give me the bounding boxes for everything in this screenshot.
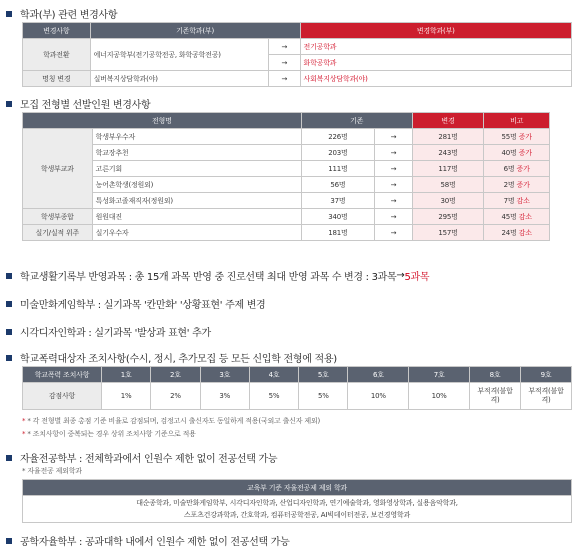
bullet-square-icon xyxy=(6,329,12,335)
table-row: 농어촌학생(정원외) 56명 → 58명 2명 증가 xyxy=(23,177,550,193)
school-violence-table: 학교폭력 조치사항 1호 2호 3호 4호 5호 6호 7호 8호 9호 감점사항 1% 2% 3% 5% 5% 10% 10% 부적격(불합격) 부적격(불합격) xyxy=(22,366,572,410)
table-row: 학생부교과 학생부우수자 226명 → 281명 55명 증가 xyxy=(23,129,550,145)
excluded-depts-table: 교육부 기준 자율전공제 제외 학과 대순종학과, 미술만화게임학부, 시각디자인학과, 산업디자인학과, 연기예술학과, 영화영상학과, 실용음악학과, 스포츠건강과학과, 간호학과, 컴퓨터공학전공, AI빅데이터전공, 보건경영학과 xyxy=(22,479,572,523)
table-row: 학생부종합 원원대진 340명 → 295명 45명 감소 xyxy=(23,209,550,225)
free-major-note: * 자율전공 제외학과 xyxy=(22,467,82,475)
bullet-square-icon xyxy=(6,273,12,279)
bullet-square-icon xyxy=(6,355,12,361)
section-title-visual-design: 시각디자인학과 : 실기과목 '발상과 표현' 추가 xyxy=(6,324,211,339)
table-row: 학교장추천 203명 → 243명 40명 증가 xyxy=(23,145,550,161)
school-violence-note-2: * * 조치사항이 중복되는 경우 상위 조치사항 기준으로 적용 xyxy=(22,430,196,438)
table-row: 명칭 변경 실버복지상담학과(야) → 사회복지상담학과(야) xyxy=(23,71,572,87)
section-title-dept-changes: 학과(부) 관련 변경사항 xyxy=(6,6,117,21)
section-title-quota-changes: 모집 전형별 선발인원 변경사항 xyxy=(6,96,150,111)
table-row: 학과전환 에너지공학부(전기공학전공, 화학공학전공) → 전기공학과 xyxy=(23,39,572,55)
section-title-school-violence: 학교폭력대상자 조치사항(수시, 정시, 추가모집 등 모든 신입학 전형에 적용) xyxy=(6,350,337,365)
dept-changes-table: 변경사항 기존학과(부) 변경학과(부) 학과전환 에너지공학부(전기공학전공, 화학공학전공) → 전기공학과 → 화학공학과 명칭 변경 실버복지상담학과(야) → 사회복지상담학과(야) xyxy=(22,22,572,87)
table-row: 특성화고졸재직자(정원외) 37명 → 30명 7명 감소 xyxy=(23,193,550,209)
bullet-square-icon xyxy=(6,301,12,307)
bullet-square-icon xyxy=(6,11,12,17)
bullet-square-icon xyxy=(6,455,12,461)
section-title-free-major: 자율전공학부 : 전체학과에서 인원수 제한 없이 전공선택 가능 xyxy=(6,450,277,465)
table-row: 감점사항 1% 2% 3% 5% 5% 10% 10% 부적격(불합격) 부적격(불합격) xyxy=(23,383,572,410)
table-row: 대순종학과, 미술만화게임학부, 시각디자인학과, 산업디자인학과, 연기예술학과, 영화영상학과, 실용음악학과, 스포츠건강과학과, 간호학과, 컴퓨터공학전공, AI빅데이터전공, 보건경영학과 xyxy=(23,496,572,523)
school-violence-note-1: * * 각 전형별 최종 총점 기준 비율로 감점되며, 검정고시 출신자도 동일하게 적용(국외고 출신자 제외) xyxy=(22,417,320,425)
quota-changes-table: 전형명 기존 변경 비고 학생부교과 학생부우수자 226명 → 281명 55명 증가 학교장추천 203명 → 243명 40명 증가 고른기회 111명 → 117명 6명 증가 농어촌학생(정원외) 56명 → 58명 2명 증가 특성화고졸재직자(정원외) 37명 → 30명 7명 감소 학생부종합 원원대진 340명 → 295명 45명 감소 실기/실적 위주 실기우수자 181명 → 157명 24명 감소 xyxy=(22,112,550,241)
section-title-engineering: 공학자율학부 : 공과대학 내에서 인원수 제한 없이 전공선택 가능 xyxy=(6,533,289,548)
table-row: 실기/실적 위주 실기우수자 181명 → 157명 24명 감소 xyxy=(23,225,550,241)
table-row: → 화학공학과 xyxy=(23,55,572,71)
table-row: 고른기회 111명 → 117명 6명 증가 xyxy=(23,161,550,177)
section-title-subjects: 학교생활기록부 반영과목 : 총 15개 과목 반영 중 진로선택 최대 반영 과목 수 변경 : 3과목 → 5과목 xyxy=(6,268,429,283)
section-title-art-comic: 미술만화게임학부 : 실기과목 '칸만화' '상황표현' 주제 변경 xyxy=(6,296,265,311)
bullet-square-icon xyxy=(6,101,12,107)
bullet-square-icon xyxy=(6,538,12,544)
